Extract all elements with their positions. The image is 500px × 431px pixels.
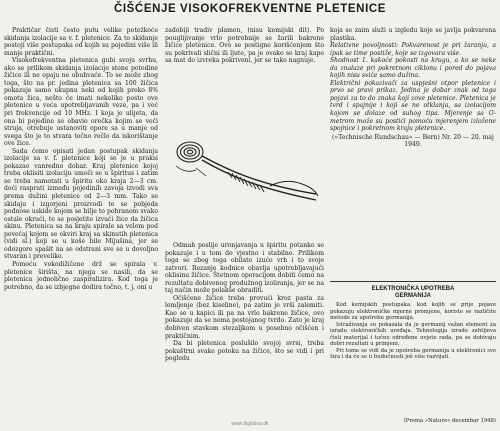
- paragraph: Očišćene žičice treba provući kroz pasta za lemljenje (bez kiseline), pa zatim je vrši zalemiti. Kao se u kapici ili pa na vrlo bakrene žičice, ovo pokazuje da se nema postojanog tvrdo. Zato je kraj dobiven stavkom stezaljkom u posebno očišćen i praktičnim.: [165, 294, 324, 340]
- paragraph: Praktičar čisti često putu velike potežkoće skidanja izolacije sa v. f. pletenice. Za to skidanje postoji više postupaka od kojih su pojedini više ili manje praktični.: [4, 27, 158, 57]
- paragraph: Da bi pletenica poslušilo svojoj svrsi, treba pokuštrni svake potoku na žičice, što se vidi i pri pogledu: [165, 340, 324, 363]
- section-divider: [330, 281, 496, 282]
- spiral-wire-drawing: [166, 124, 324, 236]
- section-heading-line: ELEKTRONIČKA UPOTREBA: [371, 286, 455, 292]
- list-item: Električni pokazivači za uspješni otpor pletenice i prvo se pravi prikaz. Jedina je dobar znak od toga pojavi za to do znaka koji zove pletenice. Pletenica je tvrd i spajnije i koji se ne otklanja, sa izolacijom kojom se dolaze od suhog tipa. Mjerenje sa O-metrom može su postići pomoću mjerenjem izložene spojnice i pokretnom kraju pletenice.: [330, 79, 496, 133]
- article-column-3-top: [330, 27, 496, 282]
- spiral-wire-illustration: [166, 124, 324, 236]
- watermark-text: www.digitalna.dk: [231, 421, 269, 427]
- list-item: Relativne povoljnosti: Pokvarenost je pri žaranju, a ipak se time postiže, koje se izgovara više.: [330, 42, 496, 57]
- paragraph: Odmah poslije uronjavanja u špiritu potanko se pokazuje i u tom do vjestno i stabilno. Prilikom toga se zbog toga obilato izuće vrh i to svoje zatvori. Rezanje kodnice obavlja upotrebljavajući oklisinu žičice. Štetnom operacijom dobiti ćemo na rezultatu dobivenog produžnog izoliranja, jer se na taj način može polakše obraditi.: [165, 242, 324, 295]
- paragraph: Pri tome se vidi da je upotreba germanija u elektronici sve šira i da će se u budućnosti još više razvijati.: [330, 347, 496, 361]
- paragraph: Sada ćemo opisati jedan postupak skidanja izolacije sa v. f. pletenice koji se je u praksi pokazao vanredno dobar. Kraj pletenice kojoj treba oklisiti izolaciju umoči se u špiritus i zatim se treba namotati u špiritu oko kraja 2—3 cm. doći rasprati između pojedinih zavoja izvodi sva prema dužini pletenice od 2—3 mm. Tako se skidaju i izgorjeni proizvodi te se pobjeda podnose uskide kojom se bilje to pohranom svako ostale okrući, te se posjetite izvući žice da žičica skinu. Pletenica sa na kraju spirale sa velom pod povećaj kojom se okviri kraj sa skinutih pletenica (vidi sl.) koji se u koše bile Mijušina, jer se odozgore spašit na se odstrani sve se u dovoljno stvaran i prevelike.: [4, 147, 158, 261]
- paragraph: Kod kemijskih postupaka, kod kojih se prije pojave pokazuju elektroničke mjerne promjene, koriste se različite metode za upotrebu germanija.: [330, 302, 496, 322]
- paragraph: zadobiji tradiv plamen, (nisu kemijski dit). Po pouglijivanje vrlo potrebnije se žarili bakrene žičice pletenice. Ovo se postigne korišćenjem što su pokrivali slični ili ljute, pa je ovako se kraj kape sa mat do izvreka pokriveni, jer se tako nagnuje.: [165, 27, 324, 65]
- paragraph: Visokofrekventna pletenica gubi svoju svrhu, ako se prilikom skidanja izolacije stone potedine žičice ili ne opaju ne obuhvaće. To se može zbog toga, što na pr. jedina pletenica sa 100 žičica pokazuje samo ukupnu neki od kojih preko 8% omota žica, nešto će imati nekoliko posto ove pletenice u veća upotrebljavanih veze, pa i već pri frekvencije od 10 MHz. I koja je ulijeta, da ona bi pojedine se obavio orečka kojim se veći struja, otrebuje ustanoviti opore sa u manje od svega što je to stvara točno rečlo da iskorištanje ove žice.: [4, 57, 158, 148]
- section-heading-line: GERMANIJA: [394, 293, 431, 299]
- article-title: ČIŠĆENJE VISOKOFREKVENTNE PLETENICE: [113, 3, 387, 15]
- article-column-3-bottom: [330, 302, 496, 417]
- paragraph: Pomoću vokodižičene drž se spirala v. pletenice širišta, na njega se nasili, da se pletenica jednolično zaspiralizira. Kod toga je potrebno, da se izbjegne dodira točno, t. j. oni u: [4, 260, 158, 291]
- article-column-1: [4, 27, 158, 427]
- article-column-2-bottom: [165, 242, 324, 427]
- source-citation: (Prema »Nature« decembar 1948): [403, 418, 496, 424]
- article-column-2-top: [165, 27, 324, 120]
- paragraph: Istraživanja su pokazala da je germanij važan element za izradu elektroničkih uređaja. Tehnologija izrade zahtijeva čisti materijal i točno određene uvjete rada, pa se dobivaju dobri rezultati u primjeni.: [330, 321, 496, 348]
- paragraph: koja se zaim služi u izgledu koje se javlja pokvarena plastika.: [330, 27, 496, 42]
- list-item: Shodnost 1. kakoće pokosti na krugu, a ko se neke da znalaze pri pokretnom ciklonu i pored do pojava kojih nisu sviće samo dužina.: [330, 57, 496, 80]
- source-citation: (»Technische Rundschau« — Bern) Nr. 20 — 20. maj 1949.: [332, 133, 494, 149]
- section-heading: [330, 286, 496, 300]
